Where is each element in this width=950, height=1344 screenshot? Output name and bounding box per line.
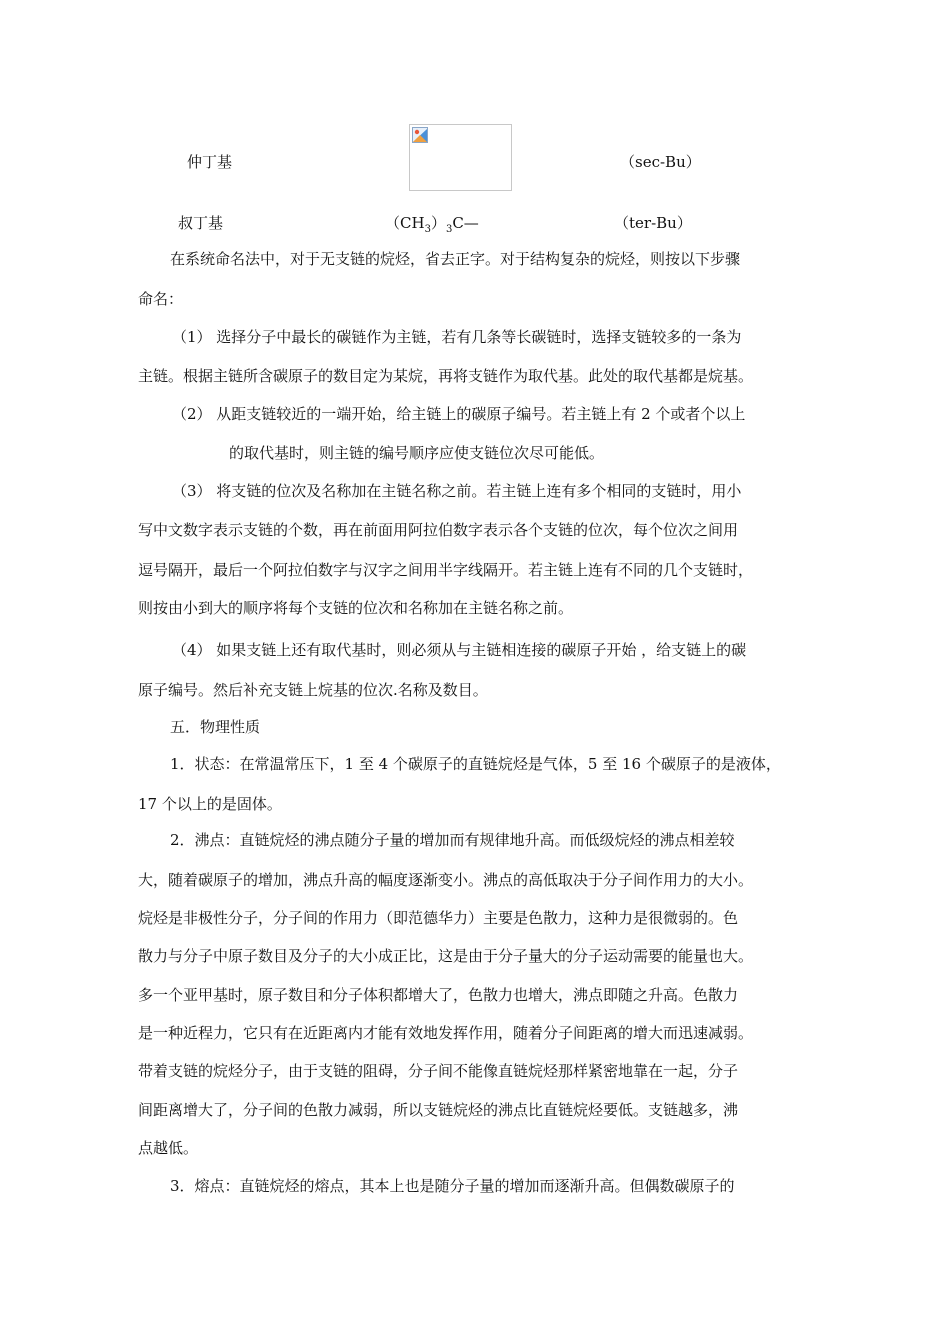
paragraph-line: 多一个亚甲基时，原子数目和分子体积都增大了，色散力也增大，沸点即随之升高。色散力 [138, 986, 739, 1004]
paragraph-line: （4） 如果支链上还有取代基时，则必须从与主链相连接的碳原子开始 ，给支链上的碳 [172, 641, 747, 659]
formula-part: （CH [385, 214, 425, 232]
formula-part: ） [430, 214, 446, 232]
paragraph-line: 3．熔点：直链烷烃的熔点，其本上也是随分子量的增加而逐渐升高。但偶数碳原子的 [170, 1177, 735, 1195]
paragraph-line: 散力与分子中原子数目及分子的大小成正比，这是由于分子量大的分子运动需要的能量也大。 [138, 947, 754, 965]
paragraph-line: 间距离增大了，分子间的色散力减弱，所以支链烷烃的沸点比直链烷烃要低。支链越多，沸 [138, 1101, 739, 1119]
formula-subscript: 3 [424, 224, 431, 235]
paragraph-line: （2） 从距支链较近的一端开始，给主链上的碳原子编号。若主链上有 2 个或者个以上 [172, 405, 746, 423]
paragraph-line: 在系统命名法中，对于无支链的烷烃，省去正字。对于结构复杂的烷烃，则按以下步骤 [170, 250, 741, 268]
paragraph-line: 命名： [138, 290, 184, 308]
paragraph-line: （1） 选择分子中最长的碳链作为主链，若有几条等长碳链时，选择支链较多的一条为 [172, 328, 742, 346]
formula-subscript: 3 [445, 224, 453, 235]
paragraph-line: 1．状态：在常温常压下，1 至 4 个碳原子的直链烷烃是气体，5 至 16 个碳原子的是液体， [170, 755, 781, 773]
formula-part: C— [452, 214, 479, 232]
row1-name: 仲丁基 [187, 153, 233, 171]
paragraph-line: 则按由小到大的顺序将每个支链的位次和名称加在主链名称之前。 [138, 599, 574, 617]
row1-abbr: （sec-Bu） [620, 153, 701, 171]
paragraph-line: 写中文数字表示支链的个数，再在前面用阿拉伯数字表示各个支链的位次，每个位次之间用 [138, 521, 739, 539]
structure-image [409, 124, 512, 191]
paragraph-line: 17 个以上的是固体。 [138, 795, 282, 813]
row2-abbr: （ter-Bu） [614, 214, 692, 232]
paragraph-line: 点越低。 [138, 1139, 199, 1157]
paragraph-line: 带着支链的烷烃分子，由于支链的阻碍，分子间不能像直链烷烃那样紧密地靠在一起，分子 [138, 1062, 739, 1080]
paragraph-line: 烷烃是非极性分子，分子间的作用力（即范德华力）主要是色散力，这种力是很微弱的。色 [138, 909, 739, 927]
broken-image-icon [412, 127, 428, 143]
section-heading: 五．物理性质 [170, 718, 261, 736]
row2-name: 叔丁基 [178, 214, 224, 232]
paragraph-line: 的取代基时，则主链的编号顺序应使支链位次尽可能低。 [229, 444, 605, 462]
row2-formula [385, 213, 479, 240]
paragraph-line: 原子编号。然后补充支链上烷基的位次.名称及数目。 [138, 681, 488, 699]
paragraph-line: 逗号隔开，最后一个阿拉伯数字与汉字之间用半字线隔开。若主链上连有不同的几个支链时， [138, 561, 754, 579]
paragraph-line: 主链。根据主链所含碳原子的数目定为某烷，再将支链作为取代基。此处的取代基都是烷基。 [138, 367, 754, 385]
paragraph-line: 大，随着碳原子的增加，沸点升高的幅度逐渐变小。沸点的高低取决于分子间作用力的大小。 [138, 871, 754, 889]
paragraph-line: （3） 将支链的位次及名称加在主链名称之前。若主链上连有多个相同的支链时，用小 [172, 482, 742, 500]
paragraph-line: 2．沸点：直链烷烃的沸点随分子量的增加而有规律地升高。而低级烷烃的沸点相差较 [170, 831, 735, 849]
paragraph-line: 是一种近程力，它只有在近距离内才能有效地发挥作用，随着分子间距离的增大而迅速减弱。 [138, 1024, 754, 1042]
